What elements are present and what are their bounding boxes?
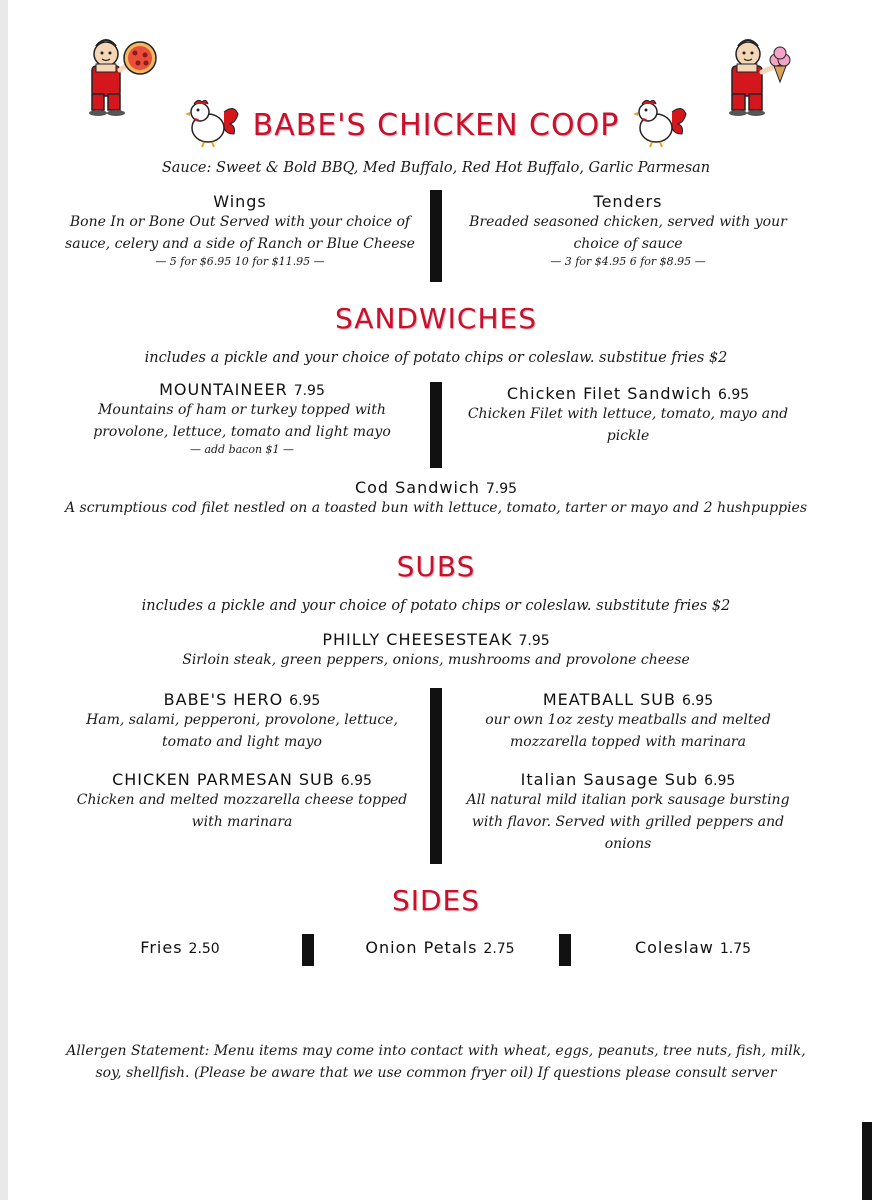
sausage-block: [458, 770, 798, 855]
parmesan-desc-1: Chicken and melted mozzarella cheese topped: [76, 792, 408, 808]
mascot-pizza-icon: [78, 36, 160, 118]
mountaineer-note: — add bacon $1 —: [189, 443, 295, 456]
tenders-block: [448, 192, 808, 268]
mountaineer-block: [72, 380, 412, 456]
hero-block: [72, 690, 412, 753]
sausage-desc-1: All natural mild italian pork sausage bursting: [466, 792, 790, 808]
philly-name: PHILLY CHEESESTEAK: [322, 630, 513, 649]
meatball-block: [458, 690, 798, 753]
meatball-price: 6.95: [681, 693, 714, 709]
mascot-ice-cream-icon: [712, 36, 794, 118]
sausage-desc-2: with flavor. Served with grilled peppers and: [471, 814, 785, 830]
parmesan-block: [72, 770, 412, 833]
divider-bar: [302, 934, 314, 966]
hero-name: BABE'S HERO: [163, 690, 284, 709]
divider-bar: [430, 382, 442, 468]
hero-desc-2: tomato and light mayo: [162, 734, 322, 750]
menu-title: BABE'S CHICKEN COOP: [252, 108, 620, 143]
parmesan-price: 6.95: [340, 773, 372, 789]
cod-desc: A scrumptious cod filet nestled on a toasted bun with lettuce, tomato, tarter or mayo and 2 hushpuppies: [64, 500, 808, 516]
mountaineer-name: MOUNTAINEER: [159, 380, 288, 399]
chicken-filet-price: 6.95: [718, 387, 750, 403]
meatball-name: MEATBALL SUB: [542, 690, 676, 709]
coleslaw-price: 1.75: [719, 941, 752, 957]
allergen-line-1: Allergen Statement: Menu items may come into contact with wheat, eggs, peanuts, tree nuts, fish, milk,: [66, 1043, 806, 1059]
sandwiches-title: SANDWICHES: [335, 302, 537, 335]
onion-name: Onion Petals: [365, 938, 478, 957]
chicken-right-icon: [632, 98, 690, 148]
tenders-name: Tenders: [593, 192, 663, 211]
cod-block: [0, 478, 872, 519]
chicken-filet-block: [458, 384, 798, 447]
allergen-line-2: soy, shellfish. (Please be aware that we use common fryer oil) If questions please consult server: [95, 1065, 777, 1081]
cod-name: Cod Sandwich: [354, 478, 480, 497]
philly-desc: Sirloin steak, green peppers, onions, mushrooms and provolone cheese: [182, 652, 690, 668]
wings-name: Wings: [213, 192, 267, 211]
tenders-desc-2: choice of sauce: [573, 236, 683, 252]
cod-price: 7.95: [485, 481, 518, 497]
sausage-desc-3: onions: [604, 836, 652, 852]
sausage-name: Italian Sausage Sub: [520, 770, 699, 789]
tenders-desc-1: Breaded seasoned chicken, served with your: [469, 214, 787, 230]
coleslaw-name: Coleslaw: [634, 938, 714, 957]
divider-bar: [559, 934, 571, 966]
chicken-filet-name: Chicken Filet Sandwich: [506, 384, 712, 403]
chicken-left-icon: [184, 98, 240, 148]
coleslaw-block: [608, 938, 778, 957]
chicken-filet-desc-1: Chicken Filet with lettuce, tomato, mayo and: [467, 406, 789, 422]
wings-desc-1: Bone In or Bone Out Served with your choice of: [69, 214, 411, 230]
onion-price: 2.75: [483, 941, 515, 957]
philly-block: [0, 630, 872, 671]
fries-name: Fries: [140, 938, 183, 957]
sauce-line: Sauce: Sweet & Bold BBQ, Med Buffalo, Red Hot Buffalo, Garlic Parmesan: [161, 160, 711, 176]
subs-intro: includes a pickle and your choice of potato chips or coleslaw. substitute fries $2: [141, 598, 731, 614]
hero-desc-1: Ham, salami, pepperoni, provolone, lettuce,: [86, 712, 398, 728]
divider-bar: [430, 190, 442, 282]
onion-block: [330, 938, 550, 957]
tenders-price: — 3 for $4.95 6 for $8.95 —: [550, 255, 706, 268]
wings-desc-2: sauce, celery and a side of Ranch or Blue Cheese: [65, 236, 415, 252]
sides-title: SIDES: [391, 884, 481, 917]
fries-price: 2.50: [188, 941, 220, 957]
parmesan-name: CHICKEN PARMESAN SUB: [112, 770, 335, 789]
mountaineer-desc-1: Mountains of ham or turkey topped with: [98, 402, 386, 418]
wings-price: — 5 for $6.95 10 for $11.95 —: [155, 255, 325, 268]
sausage-price: 6.95: [704, 773, 736, 789]
meatball-desc-2: mozzarella topped with marinara: [510, 734, 746, 750]
wings-block: [60, 192, 420, 268]
fries-block: [100, 938, 260, 957]
philly-price: 7.95: [518, 633, 550, 649]
meatball-desc-1: our own 1oz zesty meatballs and melted: [485, 712, 771, 728]
subs-title: SUBS: [396, 550, 476, 583]
mountaineer-price: 7.95: [293, 383, 325, 399]
parmesan-desc-2: with marinara: [191, 814, 293, 830]
divider-bar: [430, 688, 442, 864]
chicken-filet-desc-2: pickle: [606, 428, 650, 444]
scan-edge-mark: [862, 1122, 872, 1200]
sandwiches-intro: includes a pickle and your choice of potato chips or coleslaw. substitue fries $2: [144, 350, 728, 366]
hero-price: 6.95: [289, 693, 321, 709]
allergen-statement: [20, 1040, 852, 1084]
mountaineer-desc-2: provolone, lettuce, tomato and light mayo: [93, 424, 391, 440]
